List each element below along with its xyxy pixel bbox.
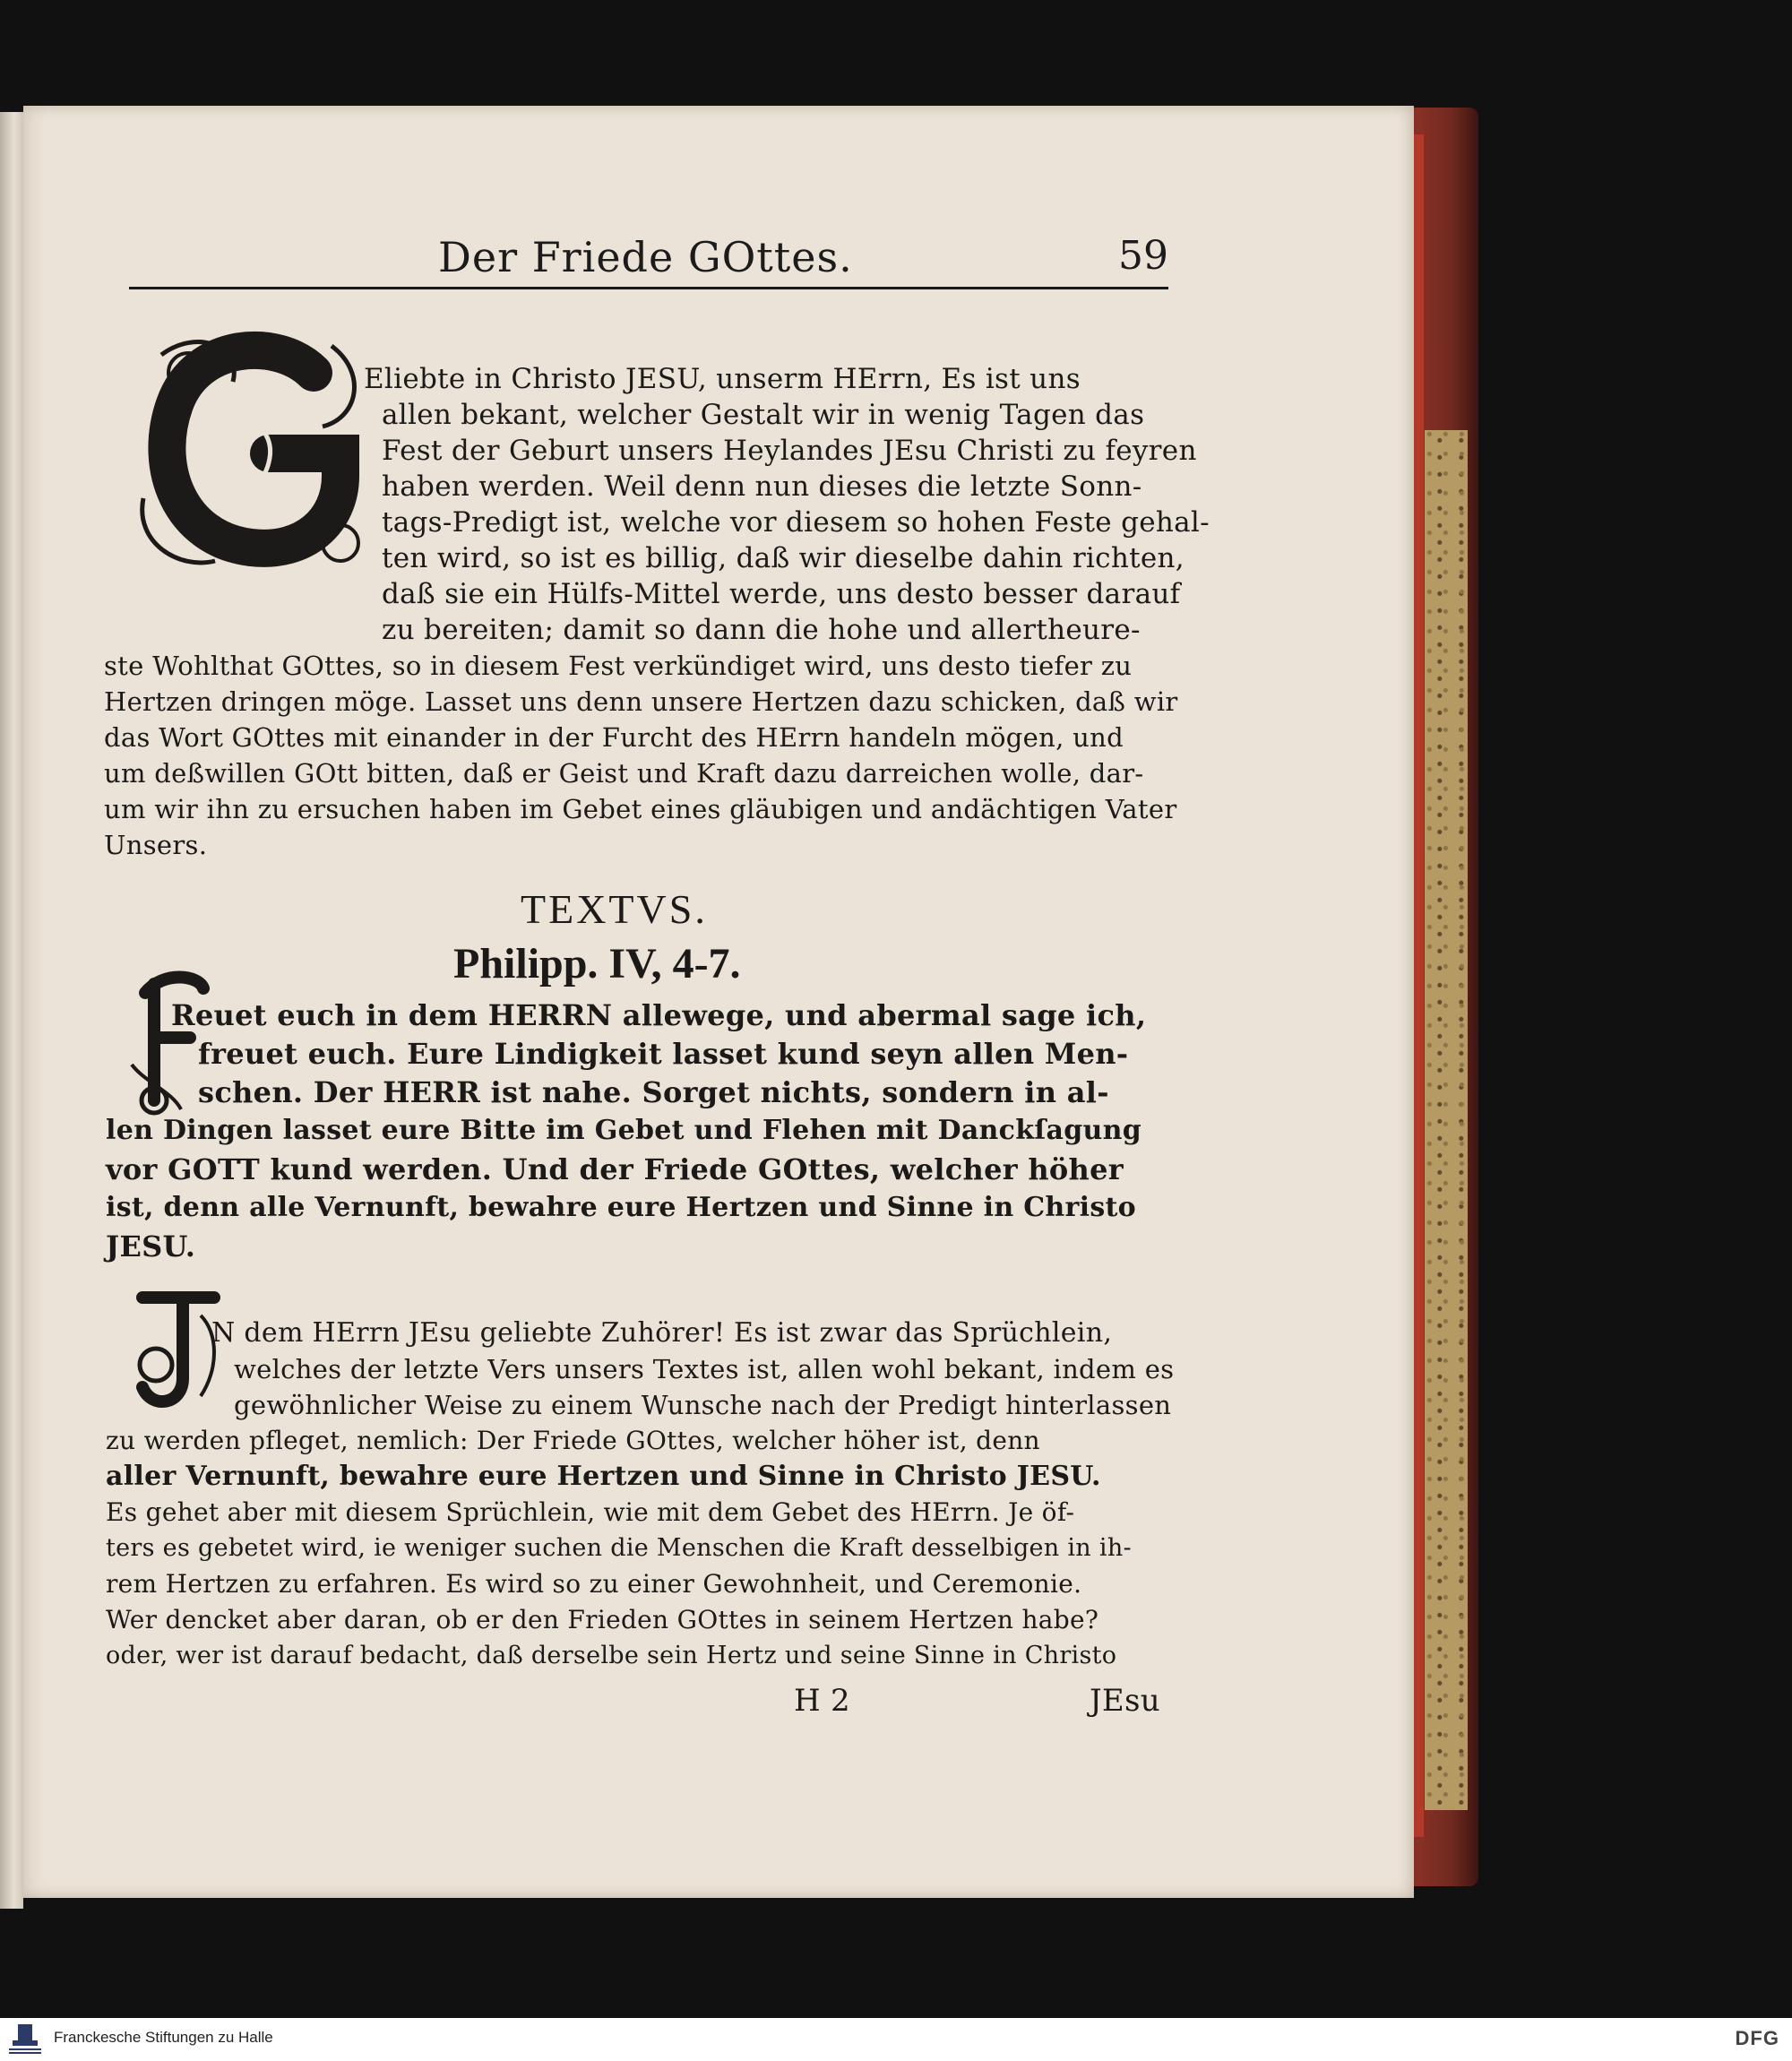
body-line: rem Hertzen zu erfahren. Es wird so zu einer Gewohnheit, und Ceremonie.: [106, 1569, 1082, 1599]
body-line: gewöhnlicher Weise zu einem Wunsche nach der Predigt hinterlassen: [234, 1390, 1172, 1420]
footer-bar: [0, 2018, 1792, 2061]
marbled-endpaper: [1425, 430, 1468, 1810]
body-line: zu werden pfleget, nemlich: Der Friede GOttes, welcher höher ist, denn: [106, 1426, 1040, 1455]
intro-line: ten wird, so ist es billig, daß wir dieselbe dahin richten,: [382, 542, 1185, 574]
intro-line: um deßwillen GOtt bitten, daß er Geist und Kraft dazu darreichen wolle, dar-: [104, 758, 1144, 789]
textus-heading: TEXTVS.: [521, 886, 708, 932]
page-number: 59: [1118, 233, 1168, 279]
body-line: N dem HErrn JEsu geliebte Zuhörer! Es ist zwar das Sprüchlein,: [211, 1317, 1113, 1349]
textus-line: ist, denn alle Vernunft, bewahre eure Hertzen und Sinne in Christo: [106, 1192, 1136, 1223]
body-line: Es gehet aber mit diesem Sprüchlein, wie mit dem Gebet des HErrn. Je öf-: [106, 1497, 1075, 1527]
catchword: JEsu: [1090, 1683, 1160, 1719]
intro-line: Fest der Geburt unsers Heylandes JEsu Christi zu feyren: [382, 435, 1197, 467]
textus-line: freuet euch. Eure Lindigkeit lasset kund seyn allen Men-: [198, 1037, 1129, 1071]
intro-line: daß sie ein Hülfs-Mittel werde, uns desto besser darauf: [382, 578, 1181, 610]
textus-line: len Dingen lasset eure Bitte im Gebet und Flehen mit Danckſagung: [106, 1115, 1142, 1146]
intro-line: das Wort GOttes mit einander in der Furcht des HErrn handeln mögen, und: [104, 722, 1124, 753]
intro-line: tags-Predigt ist, welche vor diesem so hohen Feste gehal-: [382, 506, 1210, 539]
intro-line: allen bekant, welcher Gestalt wir in wenig Tagen das: [382, 399, 1145, 431]
institution-name[interactable]: Franckesche Stiftungen zu Halle: [54, 2029, 273, 2046]
left-page-edge: [0, 112, 23, 1909]
body-line: welches der letzte Vers unsers Textes ist, allen wohl bekant, indem es: [234, 1354, 1175, 1384]
textus-reference: Philipp. IV, 4-7.: [453, 940, 741, 987]
dfg-logo[interactable]: DFG: [1735, 2027, 1779, 2049]
signature-mark: H 2: [794, 1683, 850, 1719]
institution-logo-icon[interactable]: [5, 2021, 45, 2057]
intro-line: zu bereiten; damit so dann die hohe und allertheure-: [382, 614, 1141, 646]
intro-line: ste Wohlthat GOttes, so in diesem Fest verkündiget wird, uns desto tiefer zu: [104, 651, 1133, 681]
intro-line: Unsers.: [104, 830, 208, 860]
intro-line: Eliebte in Christo JESU, unserm HErrn, Es ist uns: [364, 363, 1081, 395]
decorated-initial-g: [125, 319, 385, 579]
body-line: aller Vernunft, bewahre eure Hertzen und Sinne in Christo JESU.: [106, 1461, 1101, 1492]
running-title: Der Friede GOttes.: [438, 233, 853, 281]
intro-line: um wir ihn zu ersuchen haben im Gebet eines gläubigen und andächtigen Vater: [104, 794, 1177, 824]
intro-line: haben werden. Weil denn nun dieses die letzte Sonn-: [382, 470, 1142, 503]
textus-line: vor GOTT kund werden. Und der Friede GOttes, welcher höher: [106, 1152, 1124, 1186]
textus-line: JESU.: [106, 1229, 196, 1263]
intro-line: Hertzen dringen möge. Lasset uns denn unsere Hertzen dazu schicken, daß wir: [104, 686, 1178, 717]
textus-line: schen. Der HERR ist nahe. Sorget nichts, sondern in al-: [198, 1075, 1109, 1109]
textus-line: Reuet euch in dem HERRN allewege, und abermal sage ich,: [171, 998, 1147, 1032]
body-line: Wer dencket aber daran, ob er den Frieden GOttes in seinem Hertzen habe?: [106, 1605, 1099, 1634]
body-line: oder, wer ist darauf bedacht, daß derselbe sein Hertz und seine Sinne in Christo: [106, 1642, 1117, 1669]
body-line: ters es gebetet wird, ie weniger suchen die Menschen die Kraft desselbigen in ih-: [106, 1534, 1132, 1562]
page-header: [129, 224, 1168, 289]
book-page: [23, 106, 1414, 1898]
